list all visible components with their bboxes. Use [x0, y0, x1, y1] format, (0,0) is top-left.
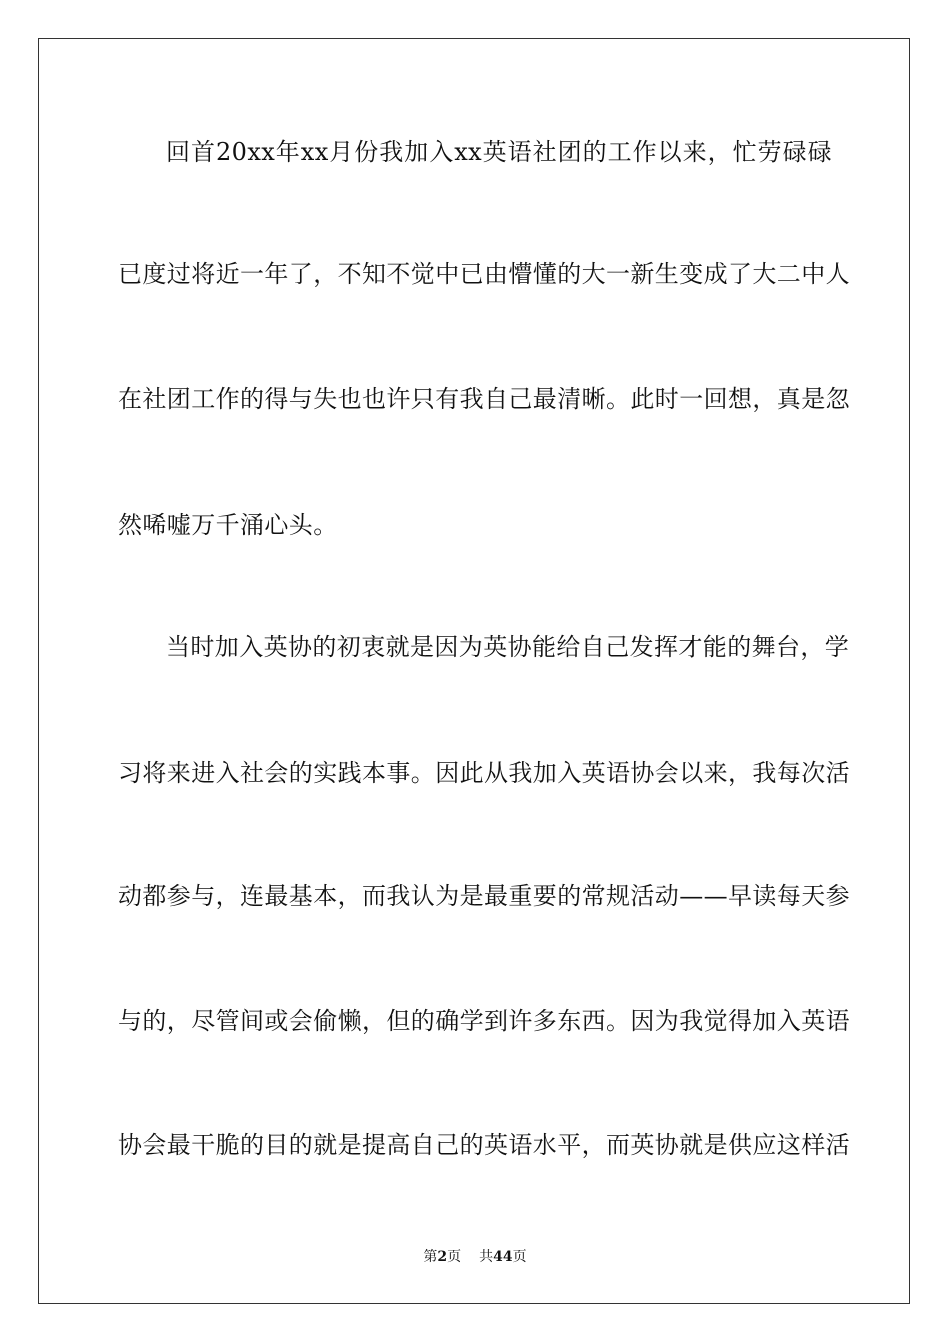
text-line-5: 当时加入英协的初衷就是因为英协能给自己发挥才能的舞台，学: [166, 633, 850, 661]
page-number-current: 2: [437, 1249, 448, 1265]
page-total-prefix: 共: [479, 1249, 494, 1265]
page-border: [38, 38, 910, 1304]
page-total-suffix: 页: [512, 1249, 527, 1265]
page-total: 44: [493, 1249, 513, 1265]
text-line-4: 然唏嘘万千涌心头。: [118, 511, 338, 539]
text-line-8: 与的，尽管间或会偷懒，但的确学到许多东西。因为我觉得加入英语: [118, 1007, 850, 1035]
text-line-1: 回首20xx年xx月份我加入xx英语社团的工作以来，忙劳碌碌: [166, 138, 832, 166]
text-line-3: 在社团工作的得与失也也许只有我自己最清晰。此时一回想，真是忽: [118, 385, 850, 413]
page-number-suffix: 页: [447, 1249, 462, 1265]
text-line-2: 已度过将近一年了，不知不觉中已由懵懂的大一新生变成了大二中人: [118, 260, 850, 288]
text-line-6: 习将来进入社会的实践本事。因此从我加入英语协会以来，我每次活: [118, 759, 850, 787]
text-line-7: 动都参与，连最基本，而我认为是最重要的常规活动——早读每天参: [118, 882, 850, 910]
text-line-9: 协会最干脆的目的就是提高自己的英语水平，而英协就是供应这样活: [118, 1131, 850, 1159]
page-number-prefix: 第: [423, 1249, 438, 1265]
page-footer: [0, 1248, 950, 1266]
